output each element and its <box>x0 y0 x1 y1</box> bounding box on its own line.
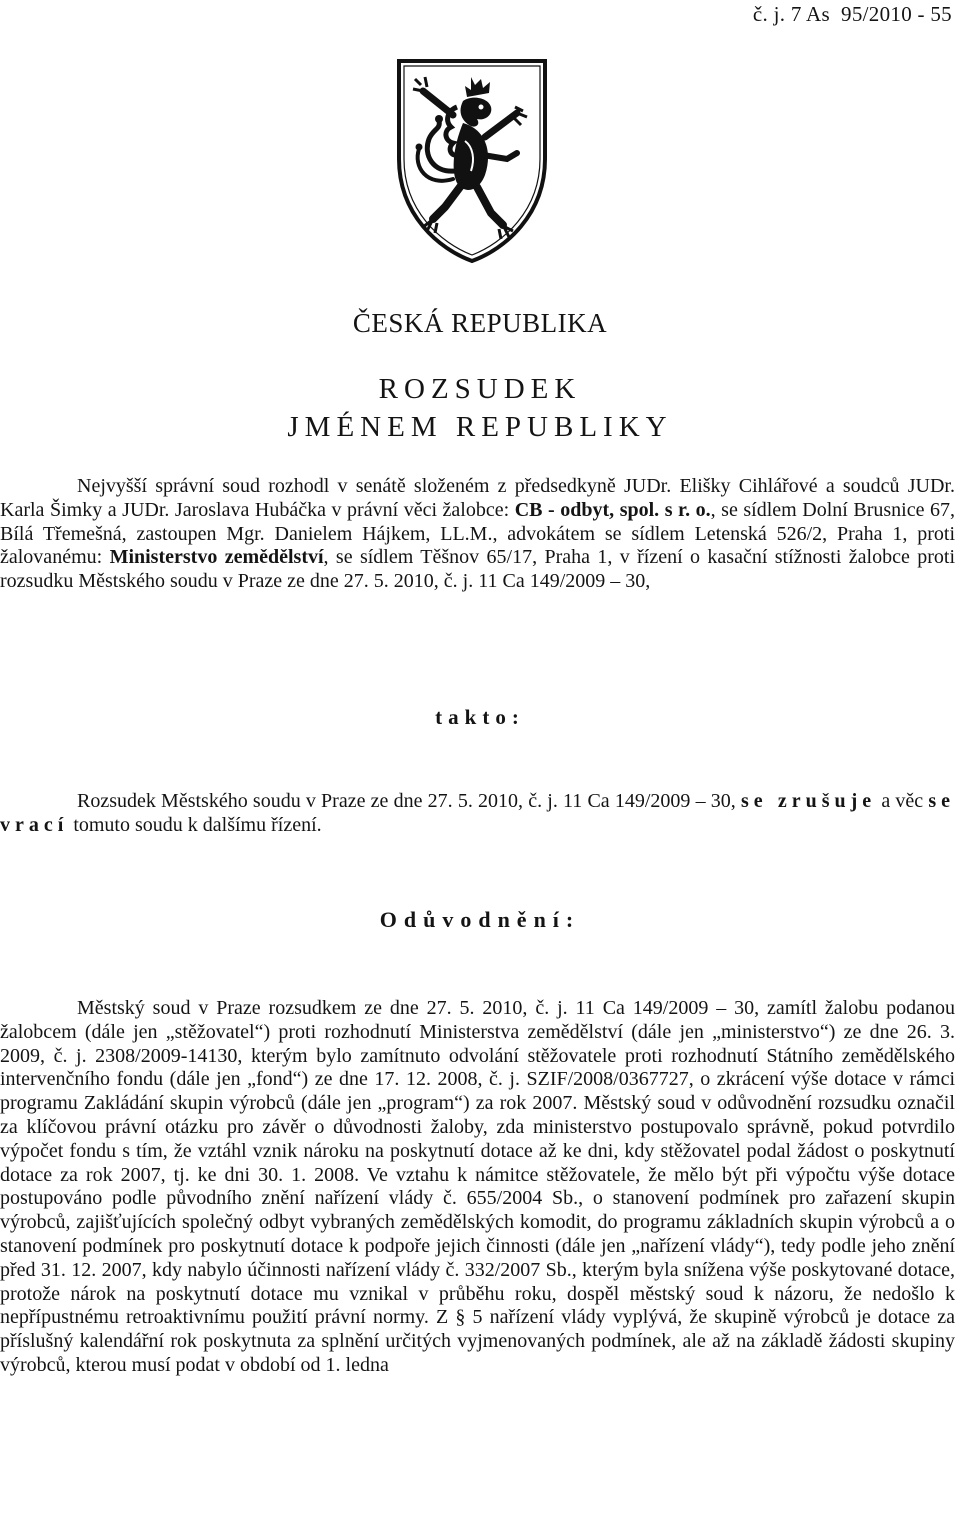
reasons-paragraph <box>0 997 955 1378</box>
takto-heading: takto: <box>435 705 525 729</box>
operative-text-3: tomuto soudu k dalšímu řízení. <box>68 813 322 836</box>
verdict-title-line2: JMÉNEM REPUBLIKY <box>287 411 673 443</box>
operative-zrusuje: se zrušuje <box>740 790 877 812</box>
verdict-title <box>0 370 960 446</box>
intro-text-2: , se sídlem Dolní Brusnice 67, Bílá Třemešná, zastoupen Mgr. Danielem Hájkem, LL.M., advokátem se sídlem Letenská 526/2, Praha 1, proti žalovanému: <box>0 498 955 569</box>
operative-vraci: se vrací <box>0 790 955 836</box>
intro-text-1: Nejvyšší správní soud rozhodl v senátě složeném z předsedkyně JUDr. Elišky Cihlářové a soudců JUDr. Karla Šimky a JUDr. Jaroslava Hubáčka v právní věci žalobce: <box>0 475 955 521</box>
plaintiff-name: CB - odbyt, spol. s r. o. <box>514 498 711 521</box>
state-name: ČESKÁ REPUBLIKA <box>352 308 608 338</box>
defendant-name: Ministerstvo zemědělství <box>109 546 324 569</box>
operative-text-1: Rozsudek Městského soudu v Praze ze dne 27. 5. 2010, č. j. 11 Ca 149/2009 – 30, <box>77 790 736 812</box>
operative-paragraph <box>0 790 955 838</box>
verdict-title-line1: ROZSUDEK <box>378 373 582 405</box>
intro-text-3: , se sídlem Těšnov 65/17, Praha 1, v řízení o kasační stížnosti žalobce proti rozsudku Městského soudu v Praze ze dne 27. 5. 2010, č. j. 11 Ca 149/2009 – 30, <box>0 546 956 593</box>
reasons-text: Městský soud v Praze rozsudkem ze dne 27. 5. 2010, č. j. 11 Ca 149/2009 – 30, zamítl žalobu podanou žalobcem (dále jen „stěžovatel“) proti rozhodnutí Ministerstva zemědělství (dále jen „ministerstvo“) ze dne 26. 3. 2009, č. j. 2308/2009-14130, kterým bylo zamítnuto odvolání stěžovatele proti rozhodnutí Státního zemědělského intervenčního fondu (dále jen „fond“) ze dne 17. 12. 2008, č. j. SZIF/2008/0367727, o zkrácení výše dotace v rámci programu Zakládání skupin výrobců (dále jen „program“) za rok 2007. Městský soud v odůvodnění rozsudku označil za klíčovou právní otázku pro závěr o důvodnosti žaloby, zda ministerstvo postupovalo správně, pokud potvrdilo výpočet fondu s tím, že vztáhl vznik nároku na poskytnutí dotace až ke dni, kdy stěžovatel podal žádost o poskytnutí dotace za rok 2007, tj. ke dni 30. 1. 2008. Ve vztahu k námitce stěžovatele, že mělo být při výpočtu výše dotace postupováno podle původního znění nařízení vlády č. 655/2004 Sb., o stanovení podmínek pro zařazení skupin výrobců, zajišťujících společný odbyt vybraných zemědělských komodit, do programu základních skupin výrobců a o stanovení podmínek pro poskytnutí dotace k podpoře jejich činnosti (dále jen „nařízení vlády“), tedy podle jeho znění před 31. 12. 2007, kdy nabylo účinnosti nařízení vlády č. 332/2007 Sb., kterým byla snížena výše poskytované dotace, protože nárok na poskytnutí dotace mu vznikal v průběhu roku, dospěl městský soud k názoru, že nedošlo k nepřípustnému retroaktivnímu použití právní normy. Z § 5 nařízení vlády vyplývá, že skupině výrobců je dotace za příslušný kalendářní rok poskytnuta za splnění určitých vyjmenovaných podmínek, ale až na základě žádosti skupiny výrobců, kterou musí podat v období od 1. ledna <box>0 997 955 1376</box>
operative-text-2: a věc <box>876 790 929 812</box>
case-number: č. j. 7 As 95/2010 - 55 <box>752 2 952 26</box>
intro-paragraph <box>0 475 955 594</box>
coat-of-arms-icon <box>393 55 551 267</box>
reasons-heading: Odůvodnění: <box>379 907 581 932</box>
